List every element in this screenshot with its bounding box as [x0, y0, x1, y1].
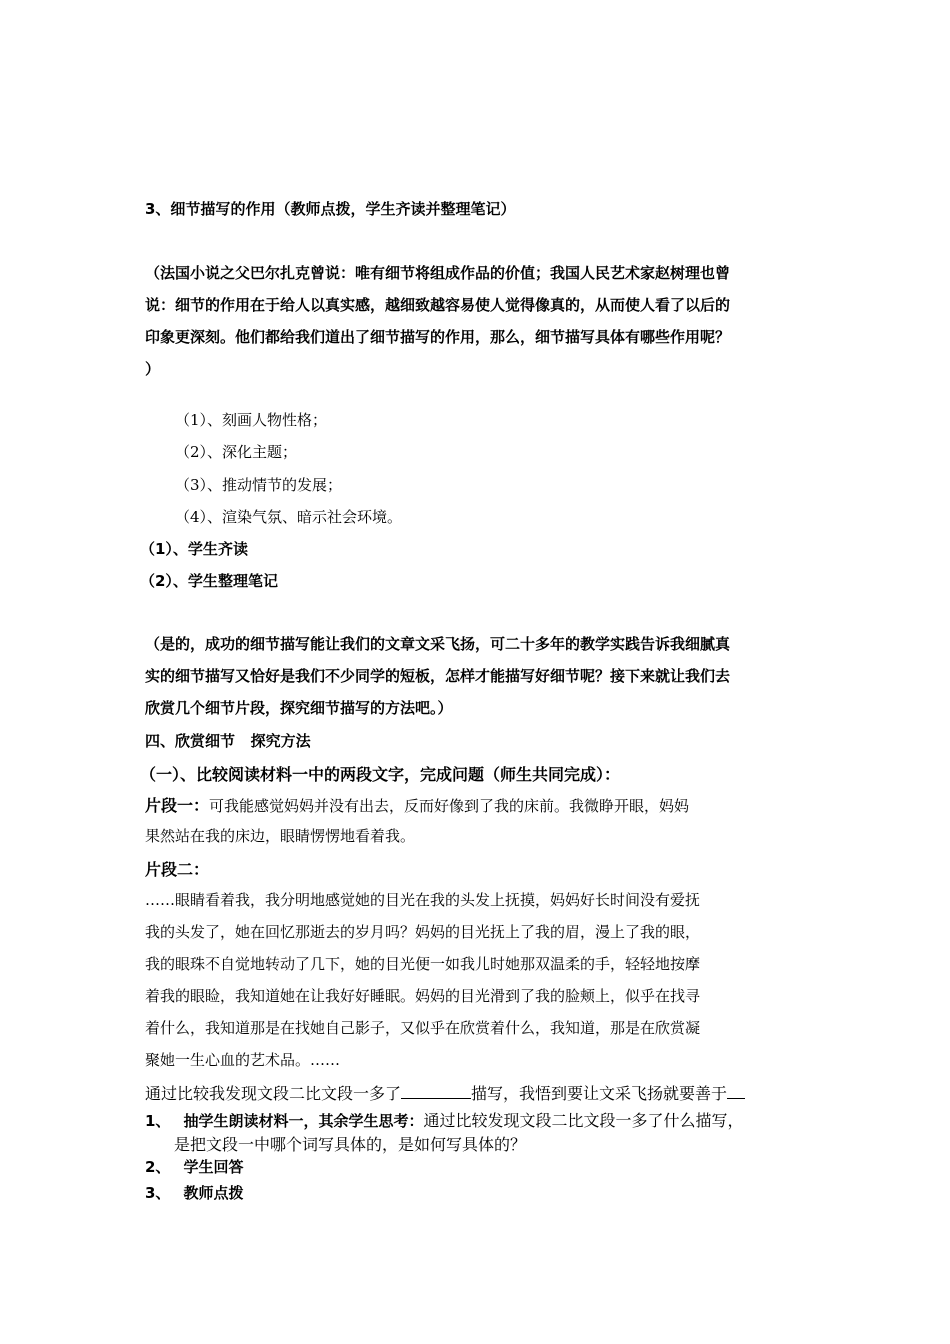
- transition-line: 实的细节描写又恰好是我们不少同学的短板，怎样才能描写好细节呢？接下来就让我们去: [145, 667, 731, 685]
- fragment1-line2: 果然站在我的床边，眼睛愣愣地看着我。: [145, 827, 416, 845]
- compare-part2: 描写，我悟到要让文采飞扬就要善于: [471, 1084, 728, 1103]
- numbered-item-bold: 抽学生朗读材料一，其余学生思考：: [183, 1112, 424, 1130]
- fragment2-line: 着我的眼睑，我知道她在让我好好睡眠。妈妈的目光滑到了我的脸颊上，似乎在找寻: [145, 987, 701, 1005]
- fragment2-line: 聚她一生心血的艺术品。……: [145, 1051, 341, 1069]
- quote-line: 说：细节的作用在于给人以真实感，越细致越容易使人觉得像真的，从而使人看了以后的: [145, 296, 731, 314]
- section4-heading: 四、欣赏细节 探究方法: [145, 732, 311, 750]
- function-item: （2）、深化主题；: [175, 443, 298, 461]
- numbered-item-1: [145, 1108, 744, 1131]
- numbered-item-1-cont: 是把文段一中哪个词写具体的，是如何写具体的？: [174, 1135, 527, 1154]
- compare-blank-1: [401, 1084, 471, 1099]
- fragment2-label: 片段二：: [145, 860, 210, 879]
- fragment1-label: 片段一：: [145, 796, 210, 815]
- number-label: 1、: [145, 1112, 171, 1130]
- section4-subheading: （一）、比较阅读材料一中的两段文字，完成问题（师生共同完成）：: [140, 765, 621, 784]
- numbered-item-2: [145, 1156, 244, 1177]
- fragment2-line: ……眼睛看着我，我分明地感觉她的目光在我的头发上抚摸，妈妈好长时间没有爱抚: [145, 891, 701, 909]
- quote-line: （法国小说之父巴尔扎克曾说：唯有细节将组成作品的价值；我国人民艺术家赵树理也曾: [145, 264, 731, 282]
- fragment2-line: 我的头发了，她在回忆那逝去的岁月吗？妈妈的目光抚上了我的眉，漫上了我的眼，: [145, 923, 701, 941]
- numbered-item-3: [145, 1182, 244, 1203]
- compare-part1: 通过比较我发现文段二比文段一多了: [145, 1084, 402, 1103]
- step-item: （2）、学生整理笔记: [140, 572, 278, 590]
- function-item: （3）、推动情节的发展；: [175, 476, 343, 494]
- function-item: （4）、渲染气氛、暗示社会环境。: [175, 508, 403, 526]
- quote-line: 印象更深刻。他们都给我们道出了细节描写的作用，那么，细节描写具体有哪些作用呢？: [145, 328, 731, 346]
- section3-heading: 3、细节描写的作用（教师点拨，学生齐读并整理笔记）: [145, 200, 516, 218]
- number-label: 2、: [145, 1158, 171, 1176]
- fragment1-line1: [145, 793, 689, 816]
- quote-line: ）: [145, 360, 161, 378]
- numbered-item-text: 通过比较发现文段二比文段一多了什么描写，: [423, 1111, 744, 1130]
- transition-line: （是的，成功的细节描写能让我们的文章文采飞扬，可二十多年的教学实践告诉我细腻真: [145, 635, 731, 653]
- compare-sentence: [145, 1081, 745, 1104]
- fragment2-line: 我的眼珠不自觉地转动了几下，她的目光便一如我儿时她那双温柔的手，轻轻地按摩: [145, 955, 701, 973]
- function-item: （1）、刻画人物性格；: [175, 411, 328, 429]
- numbered-item-bold: 学生回答: [183, 1158, 244, 1176]
- fragment2-line: 着什么，我知道那是在找她自己影子，又似乎在欣赏着什么，我知道，那是在欣赏凝: [145, 1019, 701, 1037]
- compare-blank-2: [727, 1084, 745, 1099]
- step-item: （1）、学生齐读: [140, 540, 248, 558]
- transition-line: 欣赏几个细节片段，探究细节描写的方法吧。）: [145, 699, 453, 717]
- numbered-item-bold: 教师点拨: [183, 1184, 244, 1202]
- fragment1-text: 可我能感觉妈妈并没有出去，反而好像到了我的床前。我微睁开眼，妈妈: [209, 797, 690, 815]
- number-label: 3、: [145, 1184, 171, 1202]
